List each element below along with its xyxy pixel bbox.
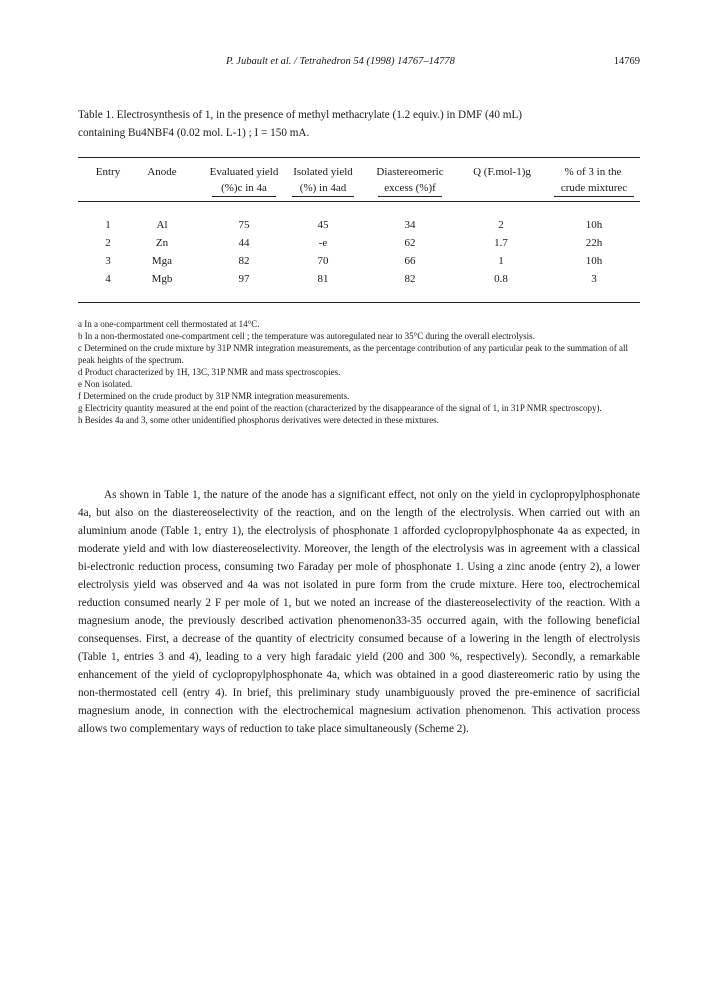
cell-isolated: 45 <box>317 219 329 231</box>
table-row <box>78 234 640 252</box>
table-caption-line-1: Table 1. Electrosynthesis of 1, in the presence of methyl methacrylate (1.2 equiv.) in DMF (40 mL) <box>78 109 523 121</box>
cell-anode: Al <box>156 219 168 231</box>
cell-evaluated: 97 <box>238 273 250 285</box>
cell-anode: Zn <box>155 237 169 249</box>
col-header-isolated: Isolated yield <box>293 166 353 178</box>
col-header-isolated-sub: (%) in 4ad <box>292 180 354 197</box>
cell-q: 2 <box>498 219 504 231</box>
col-header-de-sub: excess (%)f <box>378 180 442 197</box>
footnote: a In a one-compartment cell thermostated at 14°C. <box>78 319 260 329</box>
cell-de: 62 <box>404 237 416 249</box>
col-header-evaluated-sub: (%)c in 4a <box>212 180 276 197</box>
col-header-evaluated: Evaluated yield <box>209 166 279 178</box>
cell-isolated: 81 <box>317 273 329 285</box>
cell-entry: 3 <box>105 255 111 267</box>
col-header-pct3-sub: crude mixturec <box>554 180 634 197</box>
cell-evaluated: 82 <box>238 255 250 267</box>
table-row <box>78 270 640 288</box>
footnote: c Determined on the crude mixture by 31P NMR integration measurements, as the percentage contribution of any particular peak to the summation of all peak heights of the spectrum. <box>78 343 629 365</box>
body-paragraph: As shown in Table 1, the nature of the anode has a significant effect, not only on the yield in cyclopropylphosphonate 4a, but also on the diastereoselectivity of the reaction, and on the length of the electrolysis. When carried out with an aluminium anode (Table 1, entry 1), the electrolysis of phosphonate 1 afforded cyclopropylphosphonate 4a as expected, in moderate yield and with low diastereoselectivity. Moreover, the length of the electrolysis was in agreement with a classical bi-electronic reduction process, consuming two Faraday per mole of phosphonate 1. Using a zinc anode (entry 2), a lower electrolysis yield was observed and 4a was not isolated in pure form from the crude mixture. Here too, electrochemical reduction consumed nearly 2 F per mole of 1, but we noted an increase of the diastereoselectivity of the reaction. With a magnesium anode, the previously described activation phenomenon33-35 occurred again, with the following beneficial consequenses. First, a decrease of the quantity of electricity consumed because of a lowering in the length of electrolysis (Table 1, entries 3 and 4), leading to a very high faradaic yield (200 and 300 %, respectively). Secondly, a remarkable enhancement of the yield of cyclopropylphosphonate 4a, which was obtained in a good diastereomeric ratio by using the non-thermostated cell (entry 4). In brief, this preliminary study unambiguously proved the pre-eminence of sacrificial magnesium anode, in connection with the electrochemical magnesium activation phenomenon. This activation process allows two complementary ways of reduction to take place simultaneously (Scheme 2). <box>78 489 640 735</box>
footnote: h Besides 4a and 3, some other unidentified phosphorus derivatives were detected in these mixtures. <box>78 415 439 425</box>
table-row <box>78 252 640 270</box>
cell-de: 66 <box>404 255 416 267</box>
running-head: P. Jubault et al. / Tetrahedron 54 (1998) 14767–14778 <box>226 56 455 67</box>
cell-evaluated: 75 <box>238 219 250 231</box>
page-number: 14769 <box>613 56 640 67</box>
footnote: f Determined on the crude product by 31P NMR integration measurements. <box>78 391 350 401</box>
cell-evaluated: 44 <box>238 237 250 249</box>
cell-q: 1 <box>498 255 504 267</box>
cell-isolated: -e <box>318 237 328 249</box>
cell-anode: Mga <box>151 255 173 267</box>
table-caption-line-2: containing Bu4NBF4 (0.02 mol. L-1) ; I = 150 mA. <box>78 127 310 139</box>
cell-pct3: 10h <box>585 219 603 231</box>
cell-de: 34 <box>404 219 416 231</box>
footnote: e Non isolated. <box>78 379 133 389</box>
cell-entry: 1 <box>105 219 111 231</box>
cell-de: 82 <box>404 273 416 285</box>
col-header-pct3: % of 3 in the <box>564 166 622 178</box>
table-caption <box>78 106 640 142</box>
col-header-anode: Anode <box>147 166 177 178</box>
cell-q: 0.8 <box>494 273 508 285</box>
table-bottom-rule <box>78 302 640 303</box>
cell-entry: 2 <box>105 237 111 249</box>
cell-pct3: 3 <box>591 273 597 285</box>
footnote: b In a non-thermostated one-compartment cell ; the temperature was autoregulated near to 35°C during the overall electrolysis. <box>78 331 535 341</box>
col-header-q: Q (F.mol-1)g <box>473 166 531 178</box>
cell-q: 1.7 <box>494 237 508 249</box>
cell-pct3: 22h <box>585 237 603 249</box>
cell-pct3: 10h <box>585 255 603 267</box>
table-row <box>78 216 640 234</box>
cell-isolated: 70 <box>317 255 329 267</box>
cell-entry: 4 <box>105 273 111 285</box>
table-header-rule <box>78 201 640 202</box>
cell-anode: Mgb <box>151 273 173 285</box>
col-header-entry: Entry <box>95 166 121 178</box>
table-top-rule <box>78 157 640 158</box>
col-header-de: Diastereomeric <box>376 166 444 178</box>
footnote: g Electricity quantity measured at the end point of the reaction (characterized by the disappearance of the signal of 1, in 31P NMR spectroscopy). <box>78 403 602 413</box>
footnote: d Product characterized by 1H, 13C, 31P NMR and mass spectroscopies. <box>78 367 341 377</box>
table-footnotes <box>78 318 643 426</box>
